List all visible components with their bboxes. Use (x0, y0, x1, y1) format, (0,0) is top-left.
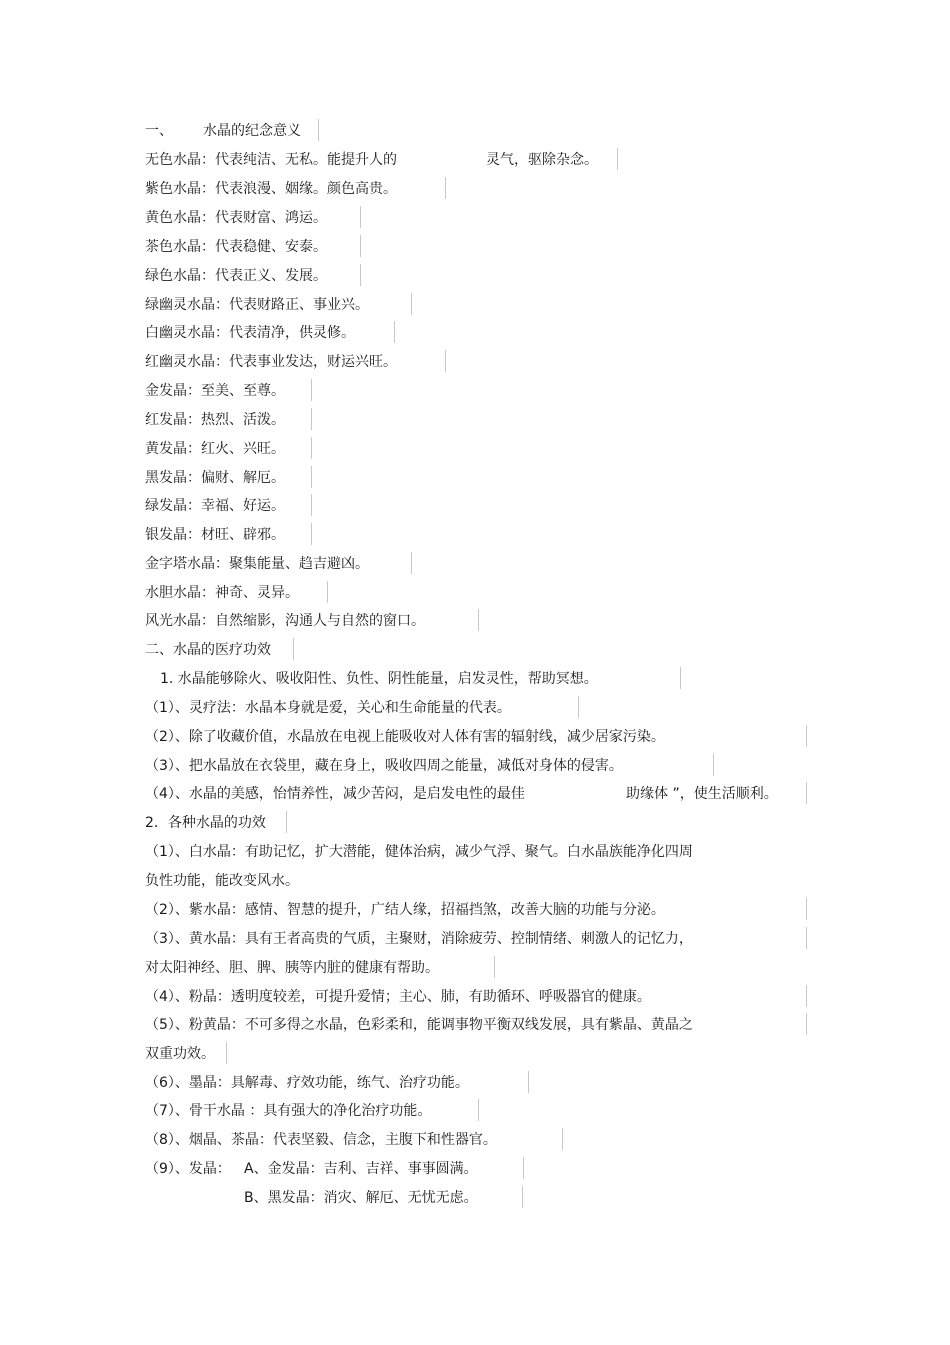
line-end-marker (806, 782, 807, 804)
text-segment: 绿幽灵水晶：代表财路正、事业兴。 (145, 297, 369, 313)
line-end-marker (360, 264, 361, 286)
text-segment: （7）、骨干水晶 ：具有强大的净化治疗功能。 (145, 1103, 432, 1119)
line-end-marker (445, 350, 446, 372)
line-end-marker (578, 696, 579, 718)
text-segment: B、黑发晶：消灾、解厄、无忧无虑。 (244, 1190, 478, 1206)
text-segment: 茶色水晶：代表稳健、安泰。 (145, 239, 327, 255)
line-end-marker (806, 1013, 807, 1035)
text-segment: 水晶的纪念意义 (203, 123, 301, 139)
line-end-marker (528, 1071, 529, 1093)
line-end-marker (806, 985, 807, 1007)
text-segment: （1）、白水晶：有助记忆，扩大潜能，健体治病，减少气浮、聚气。白水晶族能净化四周 (145, 844, 693, 860)
text-segment: 绿发晶：幸福、好运。 (145, 498, 285, 514)
text-segment: （2）、紫水晶：感情、智慧的提升，广结人缘，招福挡煞，改善大脑的功能与分泌。 (145, 902, 665, 918)
line-end-marker (713, 754, 714, 776)
line-end-marker (411, 293, 412, 315)
text-segment: 负性功能，能改变风水。 (145, 873, 299, 889)
line-end-marker (680, 667, 681, 689)
text-segment: 黄发晶：红火、兴旺。 (145, 441, 285, 457)
text-segment: 二、水晶的医疗功效 (145, 642, 271, 658)
line-end-marker (311, 466, 312, 488)
text-segment: 金发晶：至美、至尊。 (145, 383, 285, 399)
text-segment: 一、 (145, 123, 173, 139)
line-end-marker (311, 494, 312, 516)
text-segment: 1. 水晶能够除火、吸收阳性、负性、阴性能量，启发灵性，帮助冥想。 (160, 671, 598, 687)
line-end-marker (360, 235, 361, 257)
line-end-marker (478, 1099, 479, 1121)
line-end-marker (327, 581, 328, 603)
line-end-marker (494, 956, 495, 978)
line-end-marker (411, 552, 412, 574)
text-segment: 双重功效。 (145, 1046, 215, 1062)
line-end-marker (523, 1157, 524, 1179)
text-segment: （3）、把水晶放在衣袋里，藏在身上，吸收四周之能量，减低对身体的侵害。 (145, 758, 623, 774)
text-segment: A、金发晶：吉利、吉祥、事事圆满。 (244, 1161, 478, 1177)
line-end-marker (394, 321, 395, 343)
text-segment: 黄色水晶：代表财富、鸿运。 (145, 210, 327, 226)
text-segment: （6）、墨晶：具解毒、疗效功能，练气、治疗功能。 (145, 1075, 469, 1091)
line-end-marker (311, 437, 312, 459)
line-end-marker (311, 379, 312, 401)
text-segment: 绿色水晶：代表正义、发展。 (145, 268, 327, 284)
text-segment: （9）、发晶： (145, 1161, 231, 1177)
text-segment: 灵气，驱除杂念。 (486, 152, 598, 168)
line-end-marker (293, 638, 294, 660)
line-end-marker (445, 177, 446, 199)
line-end-marker (522, 1186, 523, 1208)
text-segment: 黑发晶：偏财、解厄。 (145, 470, 285, 486)
text-segment: 银发晶：材旺、辟邪。 (145, 527, 285, 543)
text-segment: 2．各种水晶的功效 (145, 815, 266, 831)
text-segment: 红幽灵水晶：代表事业发达，财运兴旺。 (145, 354, 397, 370)
line-end-marker (806, 898, 807, 920)
line-end-marker (311, 408, 312, 430)
text-segment: （3）、黄水晶：具有王者高贵的气质，主聚财，消除疲劳、控制情绪、刺激人的记忆力， (145, 931, 693, 947)
text-segment: 红发晶：热烈、活泼。 (145, 412, 285, 428)
text-segment: 无色水晶：代表纯洁、无私。能提升人的 (145, 152, 397, 168)
line-end-marker (562, 1128, 563, 1150)
text-segment: 白幽灵水晶：代表清净，供灵修。 (145, 325, 355, 341)
text-segment: 对太阳神经、胆、脾、胰等内脏的健康有帮助。 (145, 960, 439, 976)
line-end-marker (318, 119, 319, 141)
text-segment: （4）、粉晶：透明度较差，可提升爱情；主心、肺，有助循环、呼吸器官的健康。 (145, 989, 651, 1005)
line-end-marker (226, 1042, 227, 1064)
text-segment: （2）、除了收藏价值，水晶放在电视上能吸收对人体有害的辐射线，减少居家污染。 (145, 729, 665, 745)
text-segment: 水胆水晶：神奇、灵异。 (145, 585, 299, 601)
line-end-marker (286, 811, 287, 833)
text-segment: 紫色水晶：代表浪漫、姻缘。颜色高贵。 (145, 181, 397, 197)
text-segment: 助缘体 ”，使生活顺利。 (626, 786, 778, 802)
text-segment: 金字塔水晶：聚集能量、趋吉避凶。 (145, 556, 369, 572)
text-segment: （4）、水晶的美感，怡情养性，减少苦闷，是启发电性的最佳 (145, 786, 525, 802)
text-segment: （5）、粉黄晶：不可多得之水晶，色彩柔和，能调事物平衡双线发展，具有紫晶、黄晶之 (145, 1017, 693, 1033)
line-end-marker (806, 927, 807, 949)
line-end-marker (478, 609, 479, 631)
text-segment: （8）、烟晶、茶晶：代表坚毅、信念，主腹下和性器官。 (145, 1132, 497, 1148)
line-end-marker (806, 725, 807, 747)
line-end-marker (311, 523, 312, 545)
line-end-marker (617, 148, 618, 170)
text-segment: 风光水晶：自然缩影，沟通人与自然的窗口。 (145, 613, 425, 629)
text-segment: （1）、灵疗法：水晶本身就是爱，关心和生命能量的代表。 (145, 700, 511, 716)
line-end-marker (360, 206, 361, 228)
